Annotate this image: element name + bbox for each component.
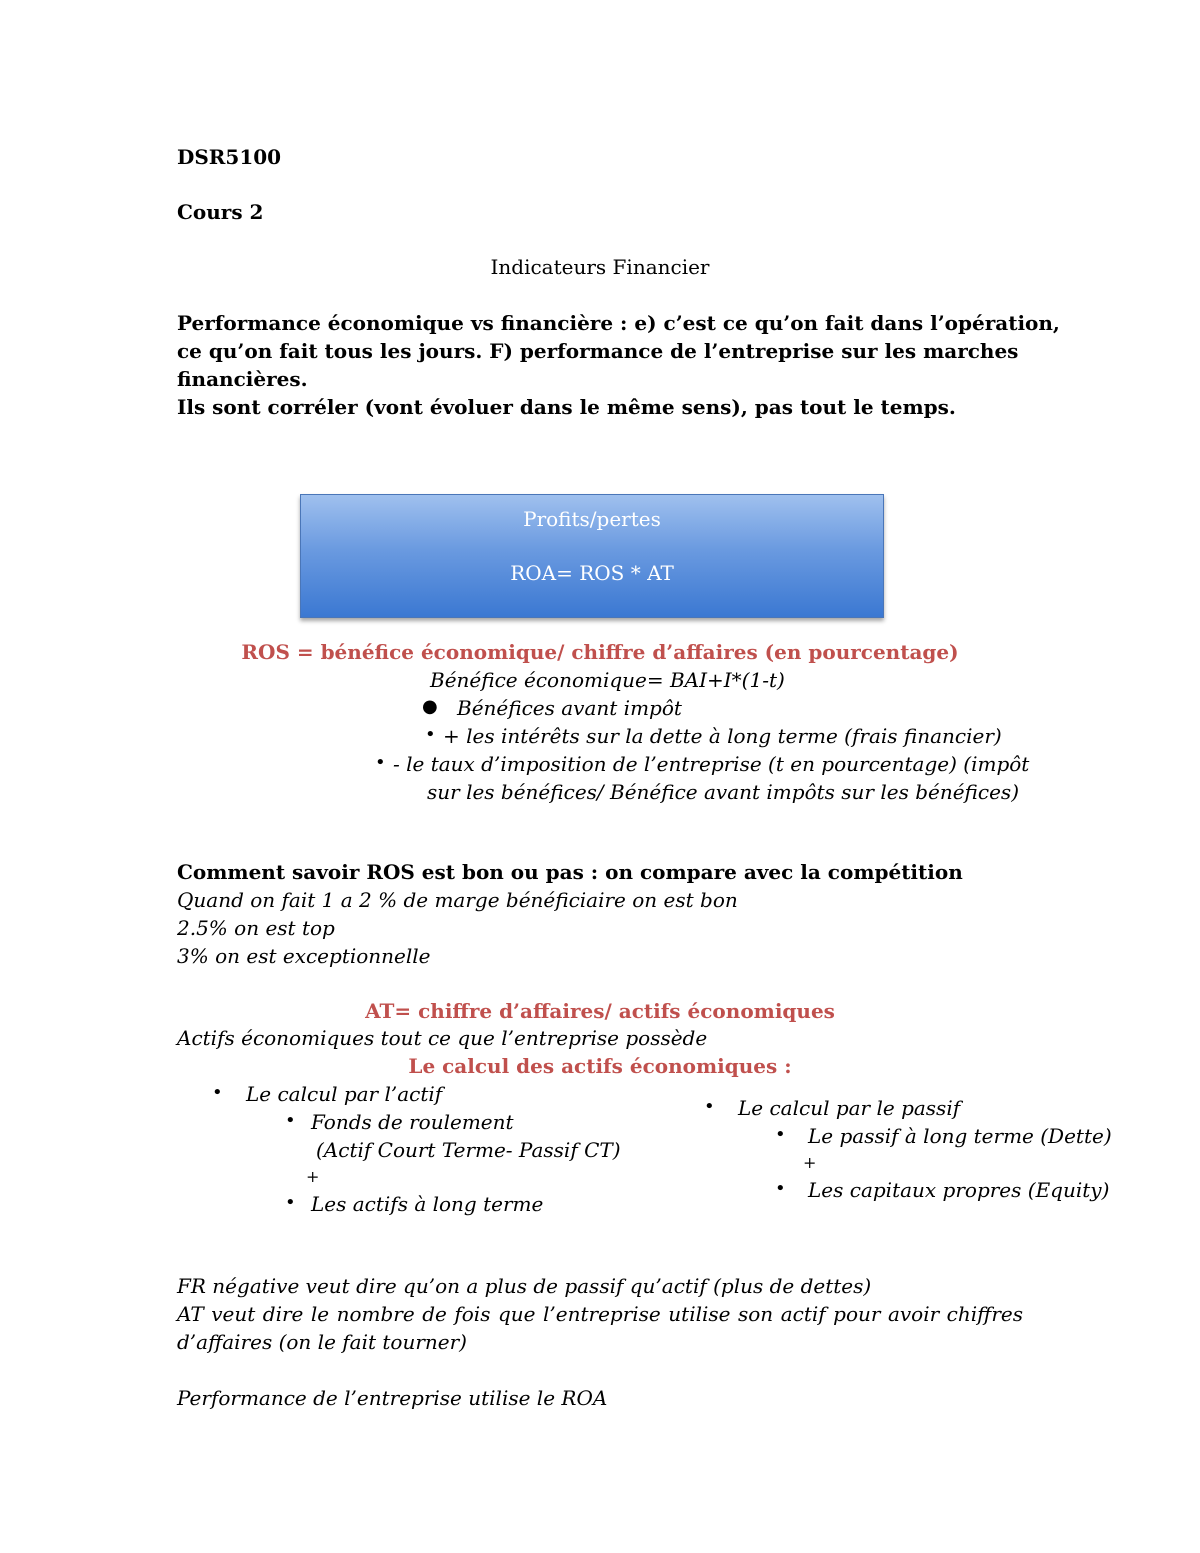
bullet-dot-icon: • <box>375 752 386 773</box>
asset-method-title: Le calcul par l’actif <box>246 1082 443 1106</box>
bullet-dot-icon: • <box>775 1124 786 1145</box>
note-line-3: d’affaires (on le fait tourner) <box>177 1330 467 1354</box>
compare-line-3: 3% on est exceptionnelle <box>177 944 431 968</box>
asset-item-working-capital: Fonds de roulement <box>311 1110 514 1134</box>
intro-line-3: financières. <box>177 367 308 391</box>
note-line-1: FR négative veut dire qu’on a plus de passif qu’actif (plus de dettes) <box>177 1274 872 1298</box>
at-heading: AT= chiffre d’affaires/ actifs économiques <box>365 999 835 1023</box>
intro-line-1: Performance économique vs financière : e) c’est ce qu’on fait dans l’opération, <box>177 311 1060 335</box>
calc-heading: Le calcul des actifs économiques : <box>408 1054 792 1078</box>
intro-line-2: ce qu’on fait tous les jours. F) performance de l’entreprise sur les marches <box>177 339 1019 363</box>
roa-box <box>300 494 884 618</box>
course-number: Cours 2 <box>177 200 264 224</box>
liability-plus: + <box>803 1153 817 1172</box>
bullet-dot-icon: ● <box>422 696 438 717</box>
course-code: DSR5100 <box>177 145 282 169</box>
liability-item-debt: Le passif à long terme (Dette) <box>808 1124 1112 1148</box>
bullet-dot-icon: • <box>425 724 436 745</box>
liability-item-equity: Les capitaux propres (Equity) <box>808 1178 1110 1202</box>
note-line-4: Performance de l’entreprise utilise le ROA <box>177 1386 608 1410</box>
asset-item-working-capital-detail: (Actif Court Terme- Passif CT) <box>316 1138 621 1162</box>
bullet-dot-icon: • <box>775 1178 786 1199</box>
ros-bullet-3a: - le taux d’imposition de l’entreprise (t en pourcentage) (impôt <box>393 752 1030 776</box>
at-description: Actifs économiques tout ce que l’entreprise possède <box>177 1026 708 1050</box>
compare-heading: Comment savoir ROS est bon ou pas : on compare avec la compétition <box>177 860 963 884</box>
asset-plus: + <box>306 1167 320 1186</box>
ros-bullet-2: + les intérêts sur la dette à long terme (frais financier) <box>443 724 1002 748</box>
ros-heading: ROS = bénéfice économique/ chiffre d’affaires (en pourcentage) <box>241 640 959 664</box>
page-title: Indicateurs Financier <box>490 255 710 279</box>
intro-line-4: Ils sont corréler (vont évoluer dans le même sens), pas tout le temps. <box>177 395 956 419</box>
roa-box-formula: ROA= ROS * AT <box>510 561 674 585</box>
bullet-dot-icon: • <box>285 1192 296 1213</box>
compare-line-1: Quand on fait 1 a 2 % de marge bénéficiaire on est bon <box>177 888 738 912</box>
ros-formula: Bénéfice économique= BAI+I*(1-t) <box>430 668 785 692</box>
note-line-2: AT veut dire le nombre de fois que l’entreprise utilise son actif pour avoir chiffres <box>177 1302 1023 1326</box>
compare-line-2: 2.5% on est top <box>177 916 335 940</box>
liability-method-title: Le calcul par le passif <box>738 1096 961 1120</box>
asset-item-long-term: Les actifs à long terme <box>311 1192 544 1216</box>
bullet-dot-icon: • <box>285 1110 296 1131</box>
bullet-dot-icon: • <box>704 1096 715 1117</box>
ros-bullet-1: Bénéfices avant impôt <box>457 696 682 720</box>
ros-bullet-3b: sur les bénéfices/ Bénéfice avant impôts sur les bénéfices) <box>427 780 1019 804</box>
bullet-dot-icon: • <box>212 1082 223 1103</box>
roa-box-title: Profits/pertes <box>523 507 661 531</box>
